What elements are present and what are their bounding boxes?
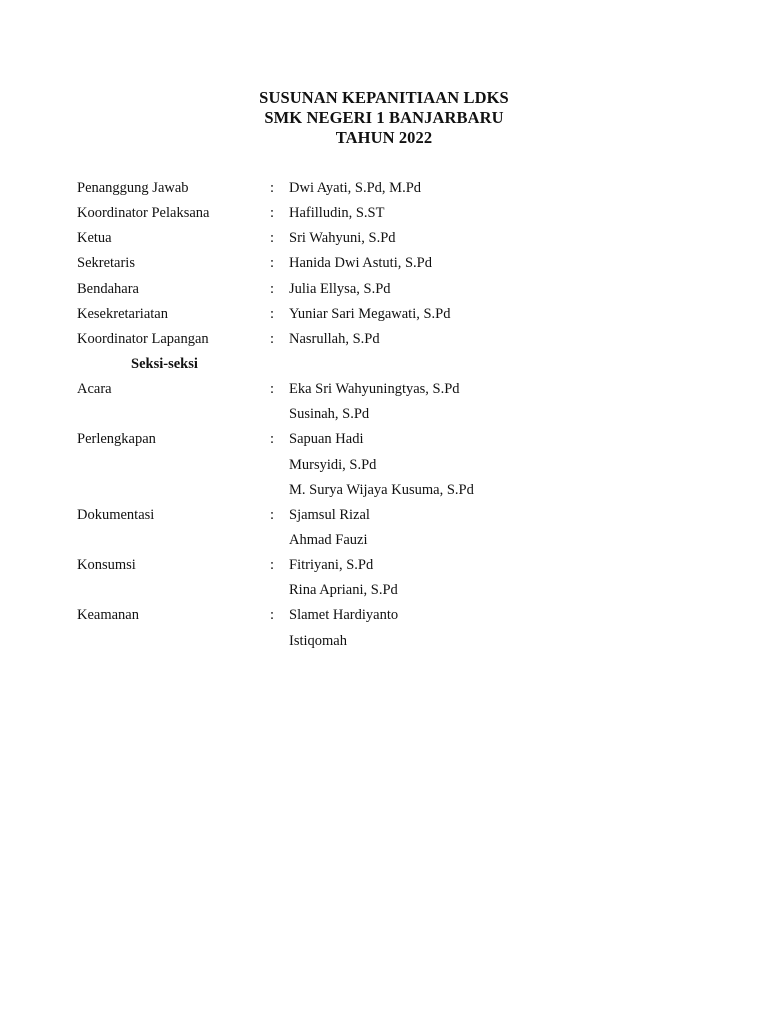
section-row xyxy=(77,603,697,628)
role-label: Sekretaris xyxy=(77,255,135,272)
person-name: Susinah, S.Pd xyxy=(289,406,370,423)
section-row xyxy=(77,427,697,452)
officer-row xyxy=(77,302,697,327)
separator: : xyxy=(270,305,275,322)
role-label: Penanggung Jawab xyxy=(77,180,189,196)
title-line-3: TAHUN 2022 xyxy=(335,128,433,147)
officer-row xyxy=(77,327,697,352)
committee-list xyxy=(77,176,697,654)
section-member-row xyxy=(77,402,697,427)
section-label: Konsumsi xyxy=(77,557,136,574)
officer-row xyxy=(77,201,697,226)
section-row xyxy=(77,377,697,402)
section-member-row xyxy=(77,528,697,553)
section-label: Keamanan xyxy=(77,607,139,624)
section-member-row xyxy=(77,578,697,603)
role-label: Koordinator Lapangan xyxy=(77,330,209,347)
officer-row xyxy=(77,226,697,251)
section-member-row xyxy=(77,478,697,503)
separator: : xyxy=(270,431,275,448)
officer-row xyxy=(77,176,697,201)
section-row xyxy=(77,553,697,578)
officer-row xyxy=(77,251,697,276)
separator: : xyxy=(270,607,275,624)
section-row xyxy=(77,503,697,528)
section-label: Dokumentasi xyxy=(77,506,155,523)
separator: : xyxy=(270,381,275,398)
separator: : xyxy=(270,230,275,247)
person-name: Eka Sri Wahyuningtyas, S.Pd xyxy=(289,381,460,398)
sections-heading: Seksi-seksi xyxy=(131,355,198,372)
officer-row xyxy=(77,277,697,302)
person-name: Sri Wahyuni, S.Pd xyxy=(289,230,396,247)
section-member-row xyxy=(77,453,697,478)
title-line-1: SUSUNAN KEPANITIAAN LDKS xyxy=(259,88,509,107)
section-label: Perlengkapan xyxy=(77,431,156,448)
separator: : xyxy=(270,205,275,222)
section-member-row xyxy=(77,629,697,654)
separator: : xyxy=(270,280,275,297)
document-title xyxy=(0,88,768,148)
person-name: M. Surya Wijaya Kusuma, S.Pd xyxy=(289,481,474,498)
role-label: Kesekretariatan xyxy=(77,305,168,322)
title-line-2: SMK NEGERI 1 BANJARBARU xyxy=(264,108,504,127)
separator: : xyxy=(270,330,275,347)
person-name: Sapuan Hadi xyxy=(289,431,364,448)
separator: : xyxy=(270,255,275,272)
role-label: Bendahara xyxy=(77,280,139,297)
person-name: Nasrullah, S.Pd xyxy=(289,330,380,347)
person-name: Fitriyani, S.Pd xyxy=(289,557,374,574)
role-label: Ketua xyxy=(77,230,112,247)
person-name: Ahmad Fauzi xyxy=(289,531,368,548)
person-name: Julia Ellysa, S.Pd xyxy=(289,280,391,297)
person-name: Yuniar Sari Megawati, S.Pd xyxy=(289,305,451,322)
person-name: Hanida Dwi Astuti, S.Pd xyxy=(289,255,432,272)
person-name: Sjamsul Rizal xyxy=(289,506,370,523)
section-label: Acara xyxy=(77,381,112,398)
person-name: Rina Apriani, S.Pd xyxy=(289,582,398,599)
person-name: Mursyidi, S.Pd xyxy=(289,456,377,473)
person-name: Hafilludin, S.ST xyxy=(289,205,385,222)
person-name: Dwi Ayati, S.Pd, M.Pd xyxy=(289,180,422,196)
role-label: Koordinator Pelaksana xyxy=(77,205,210,222)
person-name: Istiqomah xyxy=(289,632,347,649)
separator: : xyxy=(270,557,275,574)
separator: : xyxy=(270,180,275,196)
separator: : xyxy=(270,506,275,523)
person-name: Slamet Hardiyanto xyxy=(289,607,399,624)
